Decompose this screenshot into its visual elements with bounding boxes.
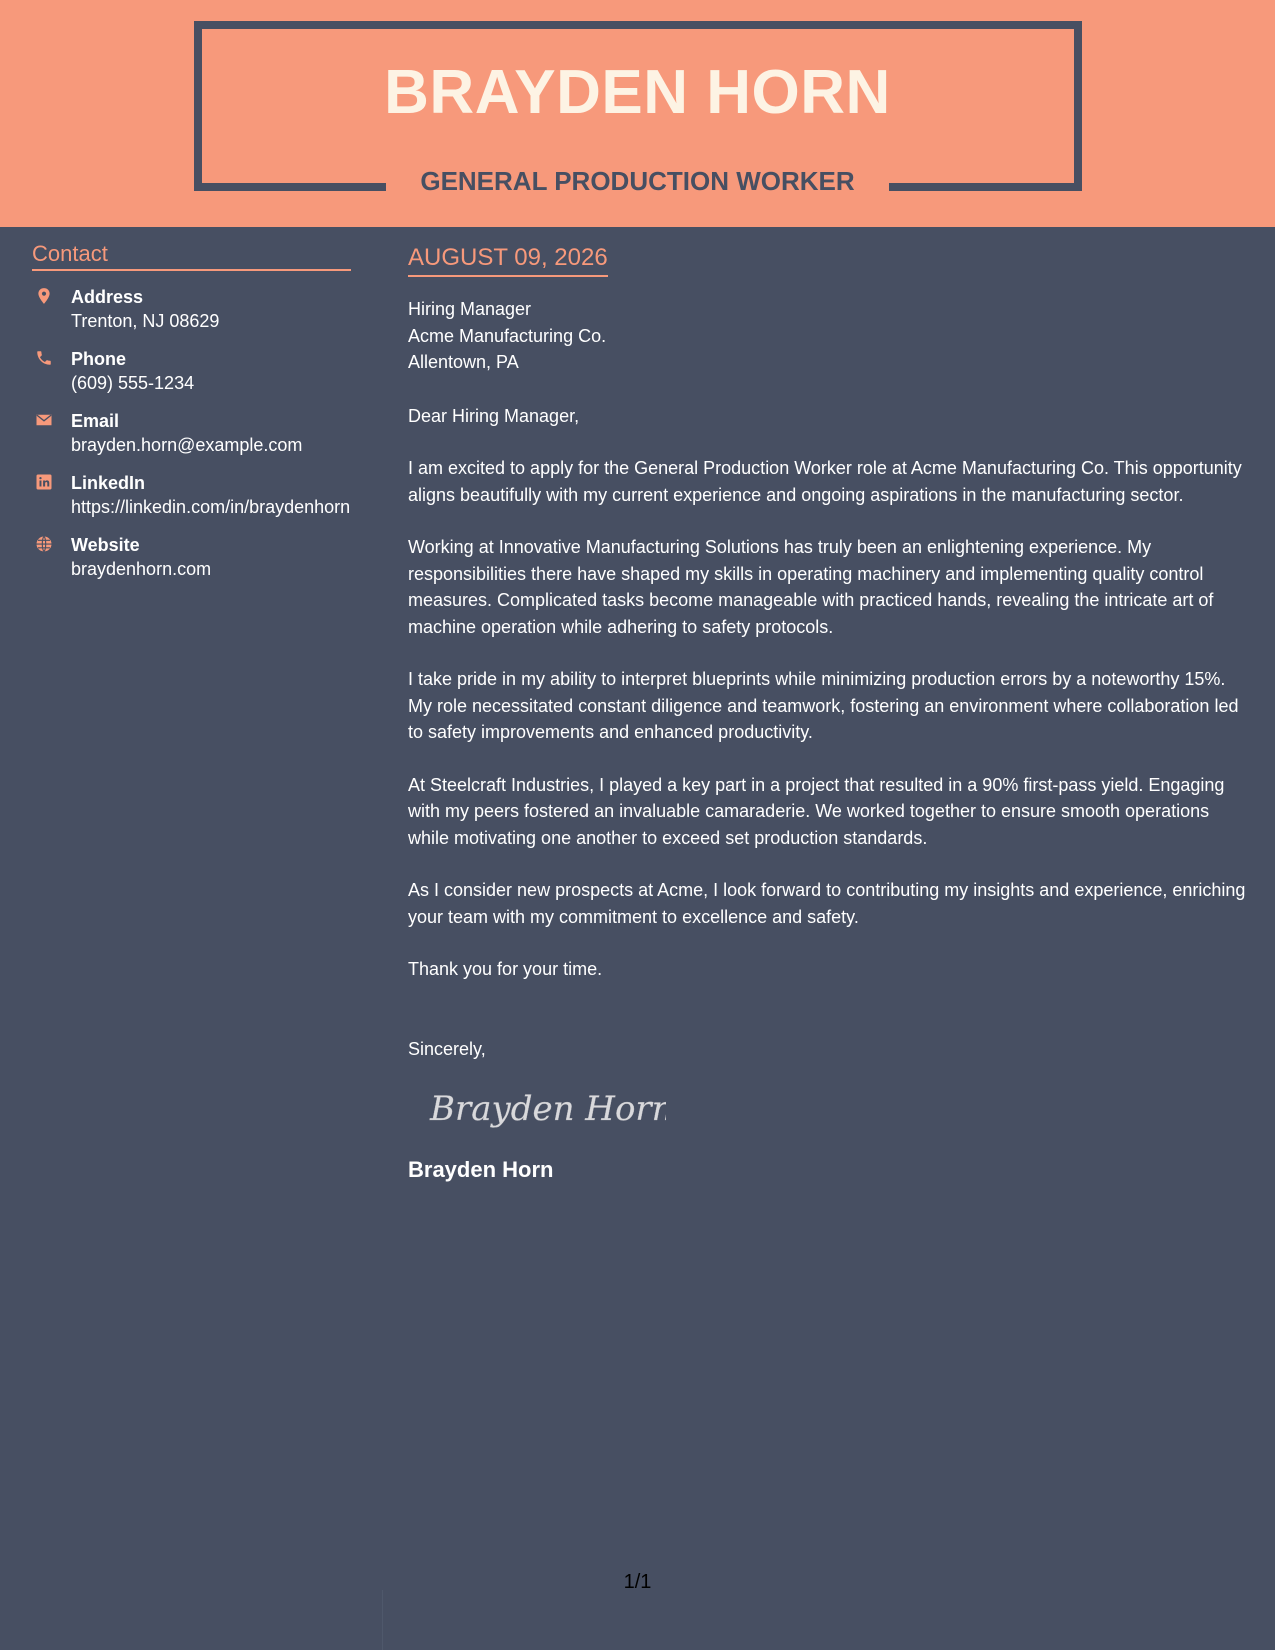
contact-sidebar <box>32 242 351 595</box>
page-number: 1/1 <box>623 1571 652 1593</box>
contact-heading: Contact <box>32 242 351 271</box>
envelope-icon <box>35 411 53 429</box>
applicant-name: BRAYDEN HORN <box>384 58 891 127</box>
svg-text:Brayden Horn: Brayden Horn <box>430 1089 666 1130</box>
phone-label: Phone <box>71 349 127 370</box>
email-value[interactable]: brayden.horn@example.com <box>71 435 303 456</box>
paragraph: I am excited to apply for the General Production Worker role at Acme Manufacturing Co. This opportunity aligns beautifully with my current experience and ongoing aspirations in the manufacturing sector. <box>408 458 1242 505</box>
contact-address <box>32 285 351 333</box>
closing: Sincerely, <box>408 1038 486 1059</box>
page-divider <box>382 1590 383 1650</box>
phone-icon <box>35 349 53 367</box>
phone-value: (609) 555-1234 <box>71 373 195 394</box>
job-title: GENERAL PRODUCTION WORKER <box>420 166 855 196</box>
paragraph: Working at Innovative Manufacturing Solutions has truly been an enlightening experience. My responsibilities there have shaped my skills in operating machinery and implementing quality control measures. Complicated tasks become manageable with practiced hands, revealing the intricate art of machine operation while adhering to safety protocols. <box>408 537 1214 637</box>
globe-icon <box>35 535 53 553</box>
recipient-block <box>408 296 1248 376</box>
contact-email <box>32 409 351 457</box>
linkedin-value[interactable]: https://linkedin.com/in/braydenhorn <box>71 497 351 518</box>
handwritten-signature <box>426 1080 666 1138</box>
map-pin-icon <box>35 287 53 305</box>
recipient-location: Allentown, PA <box>408 352 519 373</box>
letter-date: AUGUST 09, 2026 <box>408 245 608 277</box>
contact-phone <box>32 347 351 395</box>
linkedin-label: LinkedIn <box>71 473 146 494</box>
salutation: Dear Hiring Manager, <box>408 405 580 426</box>
contact-website <box>32 533 351 581</box>
paragraph: I take pride in my ability to interpret blueprints while minimizing production errors by a noteworthy 15%. My role necessitated constant diligence and teamwork, fostering an environment where collaboration led to safety improvements and enhanced productivity. <box>408 669 1239 743</box>
email-label: Email <box>71 411 120 432</box>
linkedin-icon <box>35 473 53 491</box>
contact-linkedin <box>32 471 351 519</box>
address-label: Address <box>71 287 144 308</box>
recipient-name: Hiring Manager <box>408 299 532 320</box>
paragraph: Thank you for your time. <box>408 959 603 980</box>
letter-body <box>408 245 1248 1185</box>
address-value: Trenton, NJ 08629 <box>71 311 220 332</box>
paragraph: At Steelcraft Industries, I played a key part in a project that resulted in a 90% first-pass yield. Engaging with my peers fostered an invaluable camaraderie. We worked together to ensure smooth operations while motivating one another to exceed set production standards. <box>408 774 1225 848</box>
recipient-company: Acme Manufacturing Co. <box>408 325 607 346</box>
header-banner <box>0 0 1275 227</box>
website-label: Website <box>71 535 140 556</box>
signer-name: Brayden Horn <box>408 1157 554 1183</box>
website-value[interactable]: braydenhorn.com <box>71 559 212 580</box>
paragraph: As I consider new prospects at Acme, I look forward to contributing my insights and experience, enriching your team with my commitment to excellence and safety. <box>408 880 1246 927</box>
contact-list <box>32 285 351 581</box>
